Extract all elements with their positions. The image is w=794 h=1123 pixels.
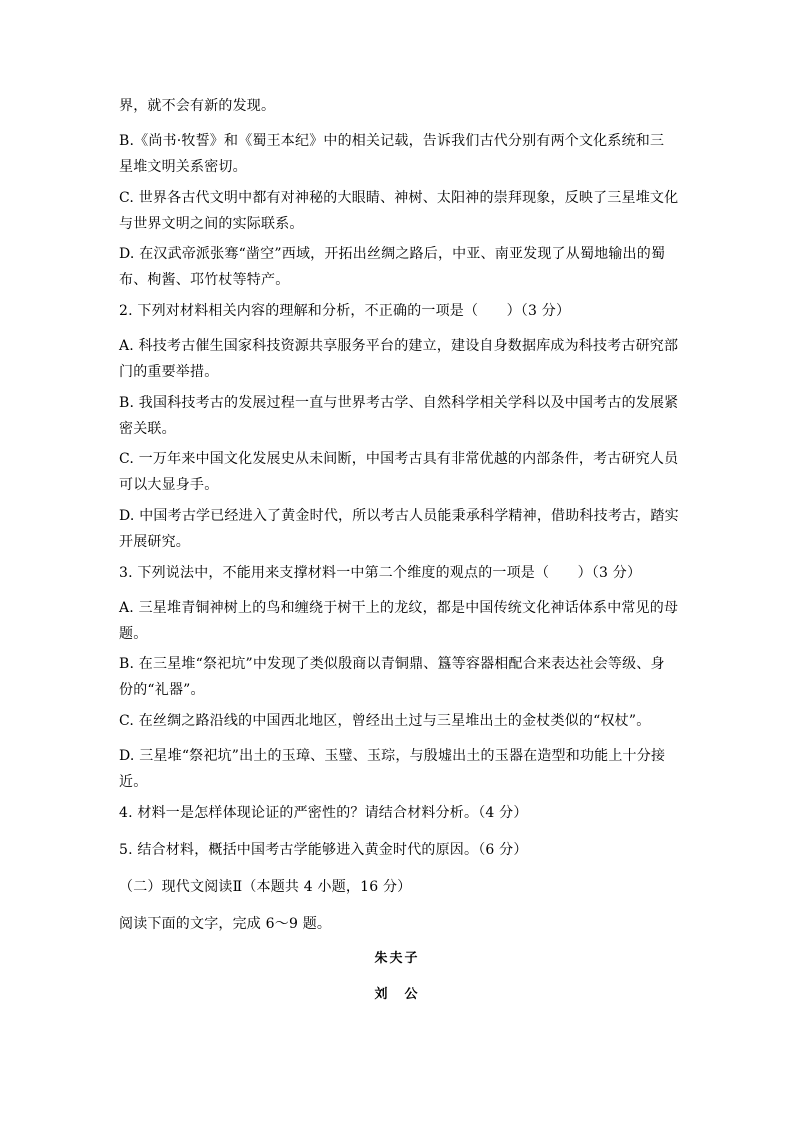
- text-line: D. 中国考古学已经进入了黄金时代，所以考古人员能秉承科学精神，借助科技考古，踏实: [119, 508, 679, 524]
- text-line: 阅读下面的文字，完成 6～9 题。: [119, 916, 332, 932]
- text-line: 界，就不会有新的发现。: [119, 98, 276, 114]
- text-line: A. 三星堆青铜神树上的鸟和缠绕于树干上的龙纹，都是中国传统文化神话体系中常见的母: [119, 600, 679, 616]
- text-line: 门的重要举措。: [119, 364, 219, 380]
- option-b-q2: [119, 390, 679, 442]
- option-b-q1: [119, 128, 675, 180]
- section-heading: [119, 874, 675, 900]
- text-line: 3. 下列说法中，不能用来支撑材料一中第二个维度的观点的一项是（ ）（3 分）: [119, 565, 642, 581]
- text-line: B. 我国科技考古的发展过程一直与世界考古学、自然科学相关学科以及中国考古的发展紧: [119, 395, 679, 411]
- text-line: 近。: [119, 774, 148, 790]
- text-line: 布、枸酱、邛竹杖等特产。: [119, 272, 290, 288]
- text-line: 5. 结合材料，概括中国考古学能够进入黄金时代的原因。（6 分）: [119, 842, 528, 858]
- text-line: D. 三星堆“祭祀坑”出土的玉璋、玉璧、玉琮，与殷墟出土的玉器在造型和功能上十分接: [119, 748, 666, 764]
- text-line: 题。: [119, 626, 148, 642]
- text-line: D. 在汉武帝派张骞“凿空”西域，开拓出丝绸之路后，中亚、南亚发现了从蜀地输出的蜀: [119, 246, 666, 262]
- article-title: 朱夫子: [374, 951, 420, 966]
- text-line: 可以大显身手。: [119, 477, 219, 493]
- option-d-q2: [119, 503, 679, 555]
- text-line: 密关联。: [119, 421, 176, 437]
- option-a-q2: [119, 333, 679, 385]
- question-2: [119, 298, 675, 324]
- text-line: 份的“礼器”。: [119, 682, 205, 698]
- option-c-q2: [119, 446, 679, 498]
- text-line: C. 在丝绸之路沿线的中国西北地区，曾经出土过与三星堆出土的金杖类似的“权杖”。: [119, 713, 651, 729]
- option-a-q3: [119, 595, 679, 647]
- reading-instruction: [119, 911, 675, 937]
- option-d-q3: [119, 743, 675, 795]
- text-line: 星堆文明关系密切。: [119, 159, 247, 175]
- text-line: 与世界文明之间的实际联系。: [119, 216, 304, 232]
- article-author: 刘 公: [374, 987, 420, 1002]
- question-4: [119, 800, 675, 826]
- text-line: 4. 材料一是怎样体现论证的严密性的？请结合材料分析。（4 分）: [119, 805, 528, 821]
- option-c-q3: [119, 708, 675, 734]
- option-c-q1: [119, 185, 679, 237]
- text-line: C. 一万年来中国文化发展史从未间断，中国考古具有非常优越的内部条件，考古研究人员: [119, 451, 679, 467]
- question-3: [119, 560, 675, 586]
- paragraph-continuation: [119, 93, 675, 119]
- text-line: B. 在三星堆“祭祀坑”中发现了类似殷商以青铜鼎、簋等容器相配合来表达社会等级、身: [119, 656, 665, 672]
- text-line: B.《尚书·牧誓》和《蜀王本纪》中的相关记载，告诉我们古代分别有两个文化系统和三: [119, 133, 665, 149]
- text-line: 开展研究。: [119, 534, 190, 550]
- text-line: 2. 下列对材料相关内容的理解和分析，不正确的一项是（ ）（3 分）: [119, 303, 571, 319]
- question-5: [119, 837, 675, 863]
- text-line: （二）现代文阅读Ⅱ（本题共 4 小题，16 分）: [119, 879, 412, 895]
- option-d-q1: [119, 241, 675, 293]
- text-line: A. 科技考古催生国家科技资源共享服务平台的建立，建设自身数据库成为科技考古研究部: [119, 338, 679, 354]
- option-b-q3: [119, 651, 675, 703]
- text-line: C. 世界各古代文明中都有对神秘的大眼睛、神树、太阳神的崇拜现象，反映了三星堆文化: [119, 190, 679, 206]
